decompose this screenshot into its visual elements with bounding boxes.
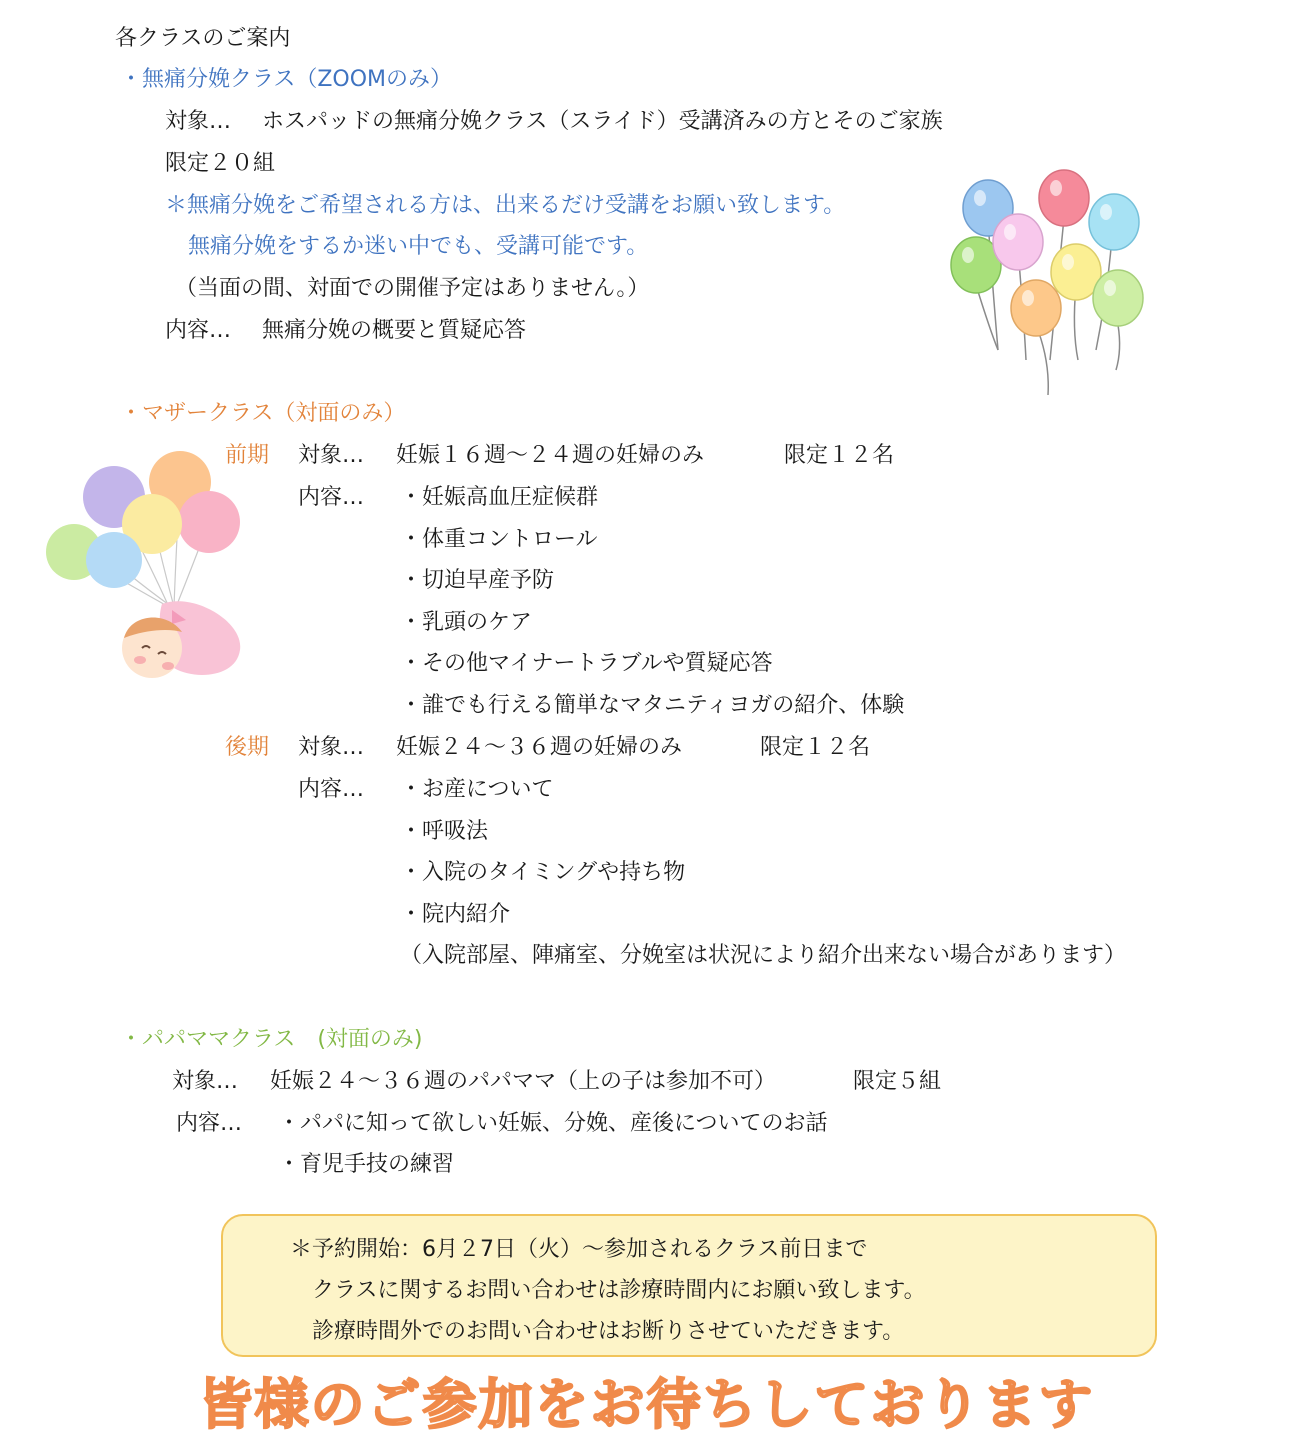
closing-message: 皆様のご参加をお待ちしております [198,1373,1095,1436]
mutsu-note-1: ＊無痛分娩をご希望される方は、出来るだけ受講をお願い致します。 [165,193,846,218]
papamama-limit: 限定５組 [853,1069,942,1094]
mother-early-target-label: 対象… [298,443,365,468]
list-item: ・お産について [400,777,554,802]
mother-late-note: （入院部屋、陣痛室、分娩室は状況により紹介出来ない場合があります） [400,943,1127,968]
mutsu-content-text: 無痛分娩の概要と質疑応答 [262,318,527,343]
mutsu-limit: 限定２０組 [165,151,276,176]
papamama-class-title: ・パパママクラス (対面のみ) [120,1027,423,1052]
mutsu-content-label: 内容… [165,318,232,343]
list-item: ・呼吸法 [400,819,489,844]
mother-late-term: 後期 [225,735,270,760]
mother-late-limit: 限定１２名 [760,735,871,760]
papamama-content-label: 内容… [176,1111,243,1136]
mother-early-target-text: 妊娠１６週～２４週の妊婦のみ [396,443,705,468]
mother-class-title: ・マザークラス（対面のみ） [120,401,406,426]
mutsu-target-label: 対象… [165,109,232,134]
mutsu-class-title: ・無痛分娩クラス（ZOOMのみ） [120,67,453,92]
list-item: ・体重コントロール [400,527,598,552]
mother-early-limit: 限定１２名 [784,443,895,468]
list-item: ・切迫早産予防 [400,568,555,593]
mother-late-target-label: 対象… [298,735,365,760]
mother-early-content-label: 内容… [298,485,365,510]
papamama-target-text: 妊娠２４～３６週のパパママ（上の子は参加不可） [270,1069,777,1094]
papamama-target-label: 対象… [172,1069,239,1094]
list-item: ・育児手技の練習 [278,1152,455,1177]
notice-line-2: クラスに関するお問い合わせは診療時間内にお願い致します。 [312,1278,926,1303]
list-item: ・乳頭のケア [400,610,533,635]
page-heading: 各クラスのご案内 [115,26,291,51]
mother-early-term: 前期 [225,443,270,468]
list-item: ・誰でも行える簡単なマタニティヨガの紹介、体験 [400,693,905,718]
notice-line-3: 診療時間外でのお問い合わせはお断りさせていただきます。 [312,1319,905,1344]
list-item: ・パパに知って欲しい妊娠、分娩、産後についてのお話 [278,1111,828,1136]
list-item: ・入院のタイミングや持ち物 [400,860,686,885]
mutsu-note-2: 無痛分娩をするか迷い中でも、受講可能です。 [188,234,649,259]
balloons-illustration [940,160,1160,405]
mutsu-target-text: ホスパッドの無痛分娩クラス（スライド）受講済みの方とそのご家族 [262,109,943,134]
list-item: ・妊娠高血圧症候群 [400,485,599,510]
list-item: ・院内紹介 [400,902,511,927]
mother-late-content-label: 内容… [298,777,365,802]
notice-line-1: ＊予約開始：6月２7日（火）～参加されるクラス前日まで [290,1237,868,1262]
baby-balloons-illustration [44,442,244,692]
list-item: ・その他マイナートラブルや質疑応答 [400,651,773,676]
mother-late-target-text: 妊娠２４～３６週の妊婦のみ [396,735,683,760]
mutsu-note-3: （当面の間、対面での開催予定はありません。） [175,276,650,301]
